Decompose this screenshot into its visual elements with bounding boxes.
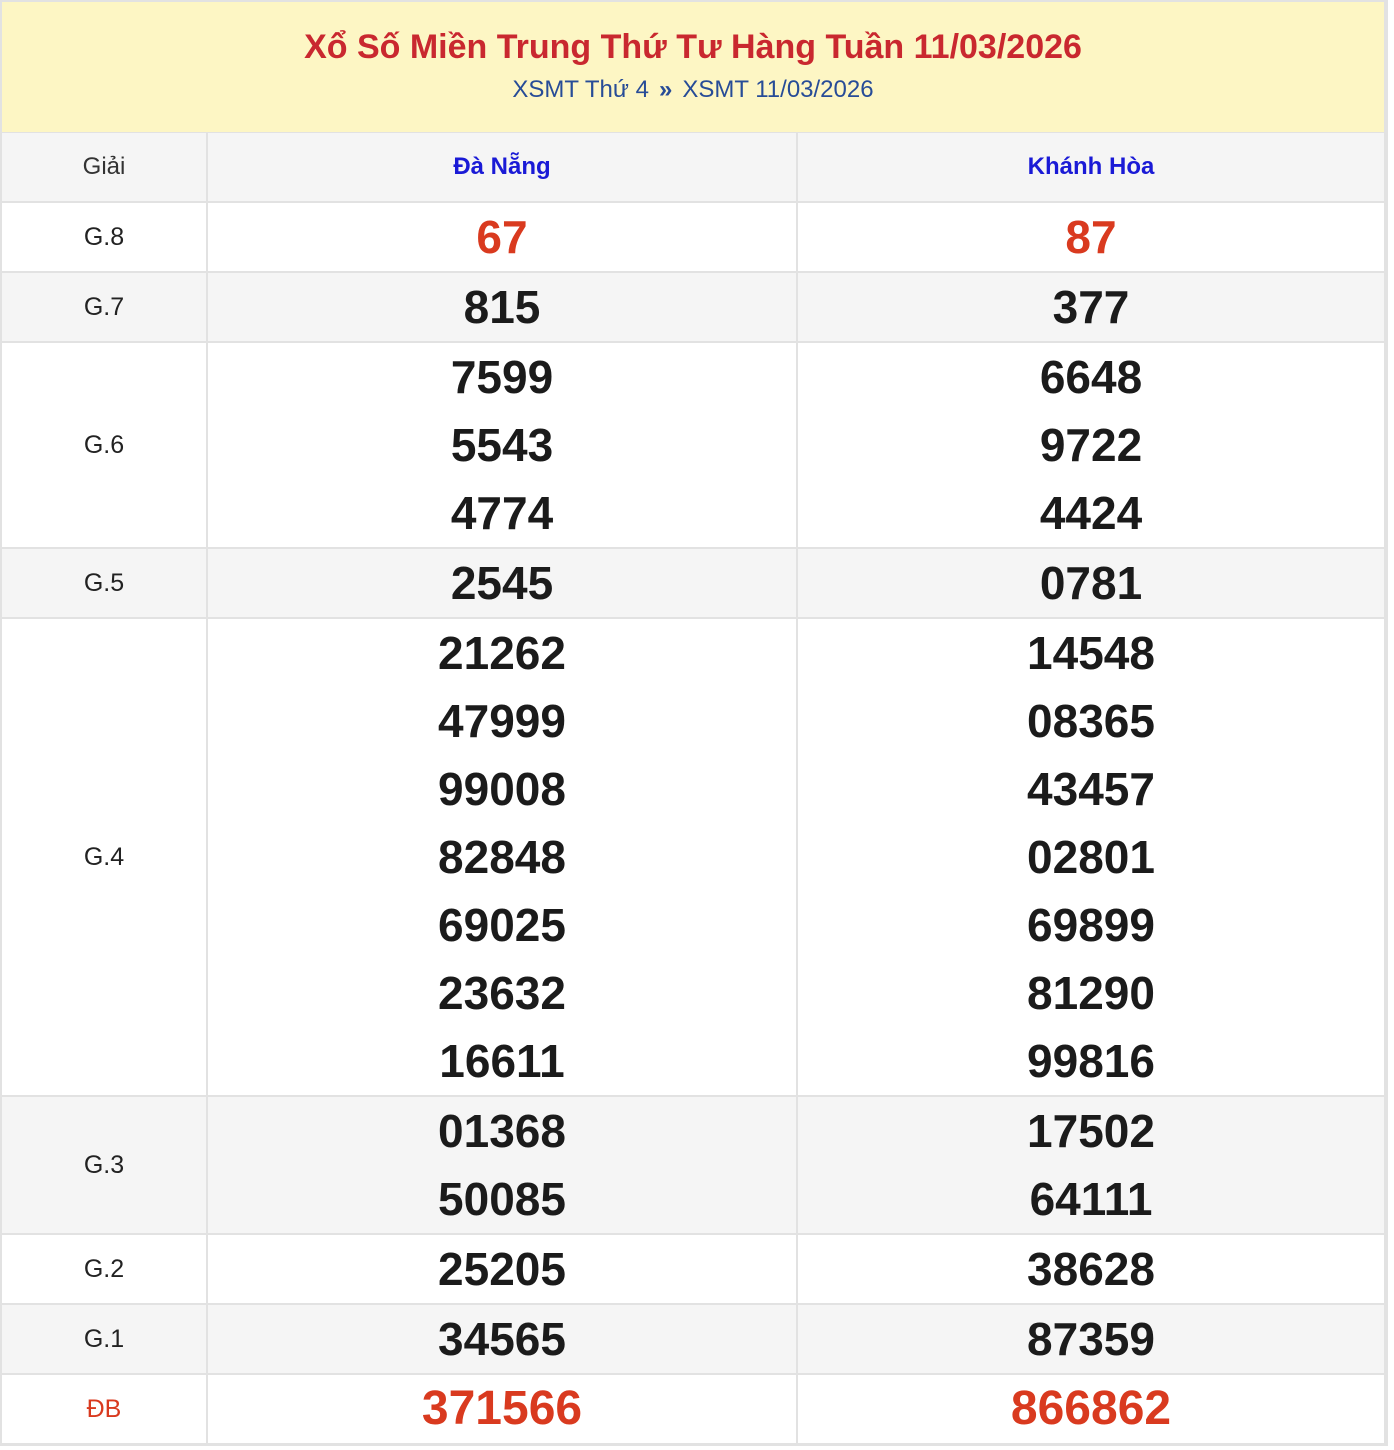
table-row [2,202,1384,272]
result-number: 0781 [1039,557,1143,609]
prize-column-header: Giải [2,133,207,202]
result-number: 16611 [439,1035,565,1087]
table-row [2,1304,1384,1374]
results-table [2,133,1384,1445]
result-cell-khanh-hoa [797,272,1384,342]
results-banner [2,2,1384,133]
breadcrumb [2,75,1384,105]
table-row [2,1374,1384,1444]
result-number: 38628 [1027,1243,1155,1295]
result-number: 815 [463,281,541,333]
result-number: 47999 [438,695,566,747]
result-number: 50085 [438,1173,566,1225]
result-number: 14548 [1027,627,1155,679]
result-cell-khanh-hoa [797,342,1384,548]
result-cell-da-nang [207,1304,797,1374]
breadcrumb-link-date[interactable]: XSMT 11/03/2026 [682,76,874,103]
result-number: 69899 [1027,899,1155,951]
result-number: 371566 [421,1382,583,1435]
result-number: 6648 [1039,351,1143,403]
result-number: 02801 [1027,831,1155,883]
prize-label: G.4 [2,618,207,1096]
result-number: 5543 [450,419,554,471]
prize-label: G.2 [2,1234,207,1304]
result-number: 99008 [438,763,566,815]
result-number: 9722 [1039,419,1143,471]
prize-label: ĐB [2,1374,207,1444]
prize-label: G.1 [2,1304,207,1374]
result-cell-khanh-hoa [797,548,1384,618]
result-number: 25205 [438,1243,566,1295]
province-header-da-nang[interactable]: Đà Nẵng [207,133,797,202]
result-number: 82848 [438,831,566,883]
prize-label: G.8 [2,202,207,272]
breadcrumb-link-weekday[interactable]: XSMT Thứ 4 [512,76,649,103]
result-number: 87359 [1027,1313,1155,1365]
result-cell-da-nang [207,202,797,272]
table-row [2,1096,1384,1234]
prize-label: G.3 [2,1096,207,1234]
result-number: 67 [476,211,528,263]
result-number: 377 [1052,281,1130,333]
table-row [2,618,1384,1096]
result-number: 69025 [438,899,566,951]
prize-label: G.7 [2,272,207,342]
result-number: 23632 [438,967,566,1019]
result-number: 64111 [1029,1173,1153,1225]
table-row [2,342,1384,548]
result-cell-da-nang [207,342,797,548]
result-cell-khanh-hoa [797,1234,1384,1304]
result-number: 7599 [450,351,554,403]
prize-label: G.5 [2,548,207,618]
table-header-row [2,133,1384,202]
result-cell-khanh-hoa [797,202,1384,272]
result-number: 2545 [450,557,554,609]
result-number: 4424 [1039,487,1143,539]
breadcrumb-separator: » [658,76,673,103]
result-cell-khanh-hoa [797,1096,1384,1234]
result-number: 99816 [1027,1035,1155,1087]
table-row [2,548,1384,618]
result-number: 17502 [1027,1105,1155,1157]
result-cell-da-nang [207,1096,797,1234]
result-number: 43457 [1027,763,1155,815]
result-number: 4774 [450,487,554,539]
result-number: 21262 [438,627,566,679]
result-cell-khanh-hoa [797,1304,1384,1374]
result-cell-da-nang [207,618,797,1096]
result-cell-da-nang [207,272,797,342]
table-row [2,272,1384,342]
results-body [2,202,1384,1444]
province-header-khanh-hoa[interactable]: Khánh Hòa [797,133,1384,202]
prize-label: G.6 [2,342,207,548]
result-number: 34565 [438,1313,566,1365]
result-number: 08365 [1027,695,1155,747]
page-title: Xổ Số Miền Trung Thứ Tư Hàng Tuần 11/03/2026 [304,28,1082,66]
result-number: 87 [1065,211,1117,263]
result-cell-da-nang [207,548,797,618]
table-row [2,1234,1384,1304]
result-number: 866862 [1010,1382,1172,1435]
result-cell-da-nang [207,1234,797,1304]
result-cell-khanh-hoa [797,1374,1384,1444]
result-number: 01368 [438,1105,566,1157]
result-cell-da-nang [207,1374,797,1444]
result-number: 81290 [1027,967,1155,1019]
result-cell-khanh-hoa [797,618,1384,1096]
